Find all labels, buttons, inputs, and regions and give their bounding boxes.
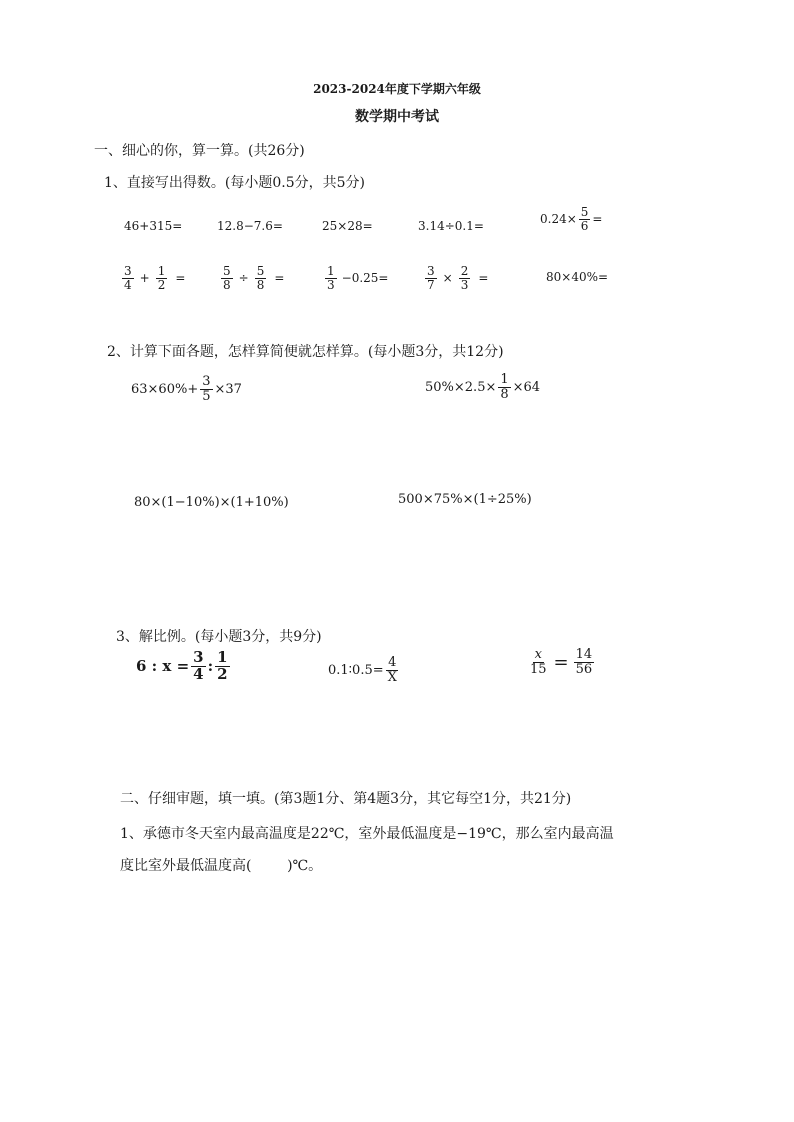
- section-1-title: 一、细心的你，算一算。(共26分): [94, 143, 305, 159]
- ratio-colon: :: [207, 657, 214, 676]
- proportion-2: [328, 656, 401, 684]
- fraction: $\frac{3}{7}$: [427, 264, 435, 292]
- equals: =: [592, 212, 603, 227]
- operator: ÷: [238, 271, 249, 286]
- exam-year-title: 2023-2024年度下学期六年级: [313, 82, 481, 96]
- question-1-line-2: 度比室外最低温度高( )℃。: [120, 858, 323, 874]
- oral-calc-5: [540, 206, 602, 232]
- term: ×64: [512, 379, 541, 395]
- fraction: $\frac{3}{5}$: [202, 374, 211, 404]
- operator: ×: [442, 271, 453, 286]
- oral-calc-8: [323, 265, 388, 291]
- proportion-3: [526, 648, 596, 676]
- proportion-1: [136, 650, 232, 683]
- equals: =: [274, 271, 285, 286]
- fraction: $\frac{1}{2}$: [157, 264, 166, 292]
- fraction: $\frac{4}{X}$: [387, 655, 397, 685]
- fraction: $\frac{1}{8}$: [500, 372, 509, 402]
- section-2-title: 二、仔细审题，填一填。(第3题1分、第4题3分，其它每空1分，共21分): [120, 791, 572, 807]
- term: 63×60%+: [131, 381, 199, 397]
- oral-calc-2: 12.8−7.6=: [217, 219, 283, 233]
- simplify-calc-1: [131, 375, 242, 403]
- oral-calc-3: 25×28=: [322, 219, 373, 233]
- question-1-line-1: 1、承德市冬天室内最高温度是22℃，室外最低温度是−19℃，那么室内最高温: [120, 826, 614, 842]
- fraction: $\frac{5}{8}$: [223, 264, 231, 292]
- fraction: $\frac{3}{4}$: [124, 264, 132, 292]
- operator: +: [139, 271, 150, 286]
- fraction: $\frac{1}{3}$: [327, 264, 335, 292]
- simplify-calc-4: 500×75%×(1÷25%): [398, 492, 532, 507]
- fraction: $\frac{3}{4}$: [193, 648, 204, 683]
- fraction: $\frac{5}{8}$: [256, 264, 265, 292]
- fraction: $\frac{5}{6}$: [580, 205, 589, 233]
- equals: =: [478, 271, 489, 286]
- equals: =: [553, 651, 569, 673]
- simplify-calc-3: 80×(1−10%)×(1+10%): [134, 495, 289, 510]
- term: 6 : x =: [136, 657, 190, 676]
- term: ×37: [214, 381, 242, 397]
- oral-calc-6: [120, 265, 185, 291]
- part-3-title: 3、解比例。(每小题3分，共9分): [116, 629, 322, 645]
- oral-calc-10: 80×40%=: [546, 270, 609, 284]
- fraction: $\frac{1}{2}$: [217, 648, 228, 683]
- part-1-title: 1、直接写出得数。(每小题0.5分，共5分): [104, 175, 366, 191]
- term: −0.25=: [341, 271, 389, 286]
- term: 0.1∶0.5=: [328, 662, 384, 678]
- equals: =: [175, 271, 186, 286]
- fraction: $\frac{14}{56}$: [575, 647, 593, 677]
- part-2-title: 2、计算下面各题，怎样算简便就怎样算。(每小题3分，共12分): [107, 344, 504, 360]
- oral-calc-7: [219, 265, 284, 291]
- exam-title: 数学期中考试: [355, 109, 439, 125]
- oral-calc-4: 3.14÷0.1=: [418, 219, 484, 233]
- oral-calc-1: 46+315=: [124, 219, 183, 233]
- simplify-calc-2: [425, 373, 540, 401]
- fraction: $\frac{2}{3}$: [460, 264, 469, 292]
- fraction: $\frac{x}{15}$: [530, 647, 547, 677]
- term: 0.24×: [540, 212, 577, 227]
- oral-calc-9: [423, 265, 488, 291]
- term: 50%×2.5×: [425, 379, 497, 395]
